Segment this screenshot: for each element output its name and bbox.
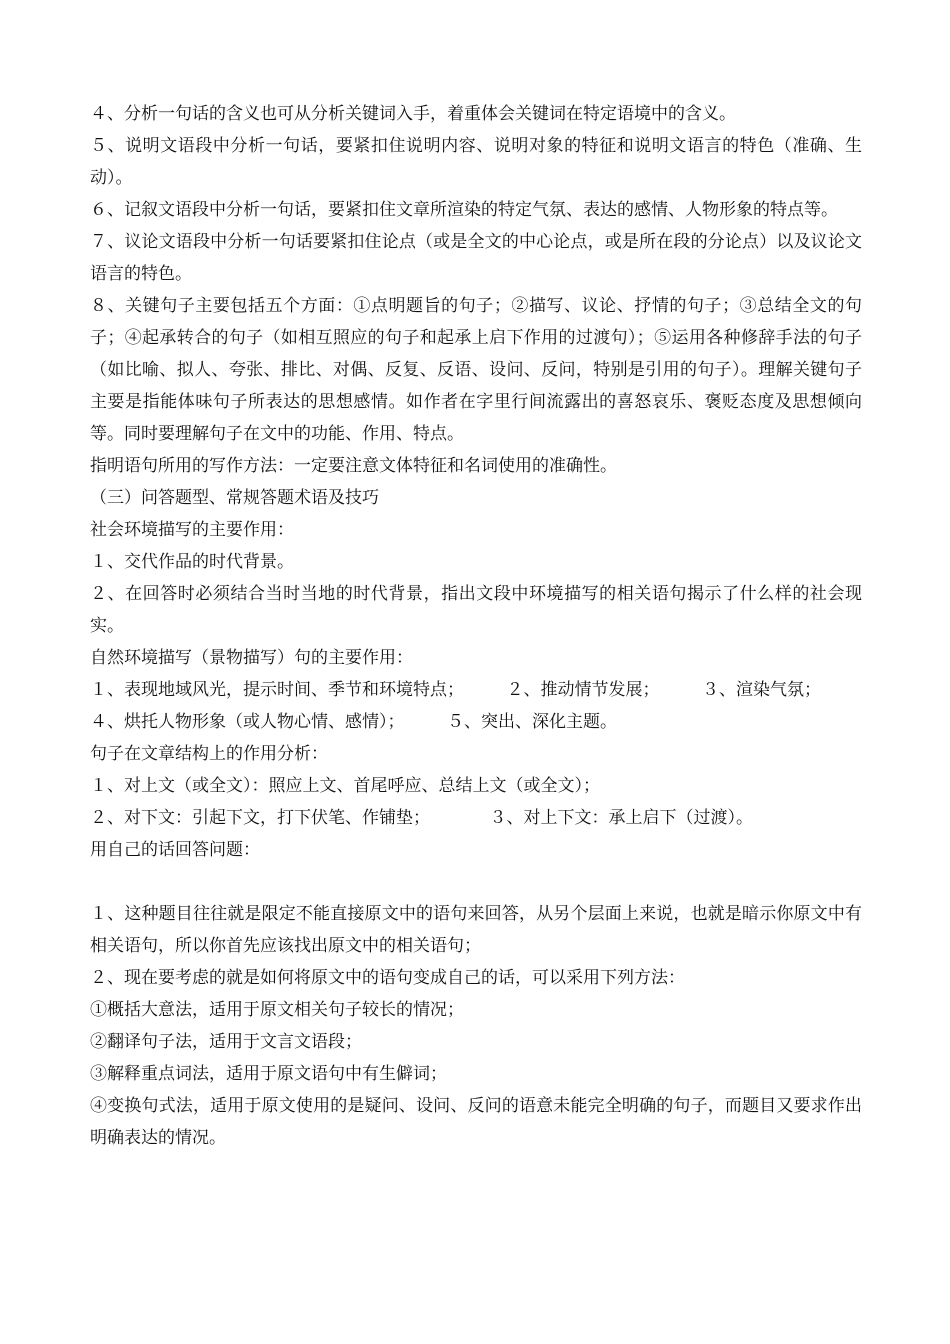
structure-role-heading: 句子在文章结构上的作用分析： [90, 744, 328, 764]
method-transform-sentence: ④变换句式法，适用于原文使用的是疑问、设问、反问的语意未能完全明确的句子，而题目又要求作出明确表达的情况。 [90, 1096, 862, 1148]
social-environment-item-1: １、交代作品的时代背景。 [90, 552, 294, 572]
point-4-keywords: ４、分析一句话的含义也可从分析关键词入手，着重体会关键词在特定语境中的含义。 [90, 104, 736, 124]
method-summarize: ①概括大意法，适用于原文相关句子较长的情况； [90, 1000, 464, 1020]
natural-environment-items-1-3: １、表现地域风光，提示时间、季节和环境特点； ２、推动情节发展； ３、渲染气氛； [90, 680, 821, 700]
own-words-item-1: １、这种题目往往就是限定不能直接原文中的语句来回答，从另个层面上来说，也就是暗示你原文中有相关语句，所以你首先应该找出原文中的相关语句； [90, 904, 862, 956]
own-words-heading: 用自己的话回答问题： [90, 840, 260, 860]
method-explain-words: ③解释重点词法，适用于原文语句中有生僻词； [90, 1064, 447, 1084]
social-environment-heading: 社会环境描写的主要作用： [90, 520, 294, 540]
blank-line [90, 866, 862, 898]
structure-role-items-2-3: ２、对下文：引起下文，打下伏笔、作铺垫； ３、对上下文：承上启下（过渡）。 [90, 808, 753, 828]
point-7-argumentative: ７、议论文语段中分析一句话要紧扣住论点（或是全文的中心论点，或是所在段的分论点）以及议论文语言的特色。 [90, 232, 862, 284]
document-page [90, 98, 862, 1154]
section-heading-3: （三）问答题型、常规答题术语及技巧 [90, 488, 379, 508]
point-6-narrative: ６、记叙文语段中分析一句话，要紧扣住文章所渲染的特定气氛、表达的感情、人物形象的特点等。 [90, 200, 838, 220]
method-translate: ②翻译句子法，适用于文言文语段； [90, 1032, 362, 1052]
structure-role-item-1: １、对上文（或全文）：照应上文、首尾呼应、总结上文（或全文）； [90, 776, 600, 796]
writing-method-note: 指明语句所用的写作方法：一定要注意文体特征和名词使用的准确性。 [90, 456, 617, 476]
own-words-item-2: ２、现在要考虑的就是如何将原文中的语句变成自己的话，可以采用下列方法： [90, 968, 685, 988]
point-8-key-sentences: ８、关键句子主要包括五个方面：①点明题旨的句子；②描写、议论、抒情的句子；③总结全文的句子；④起承转合的句子（如相互照应的句子和起承上启下作用的过渡句）；⑤运用各种修辞手法的句子（如比喻、拟人、夸张、排比、对偶、反复、反语、设问、反问，特别是引用的句子）。理解关键句子主要是指能体味句子所表达的思想感情。如作者在字里行间流露出的喜怒哀乐、褒贬态度及思想倾向等。同时要理解句子在文中的功能、作用、特点。 [90, 296, 862, 444]
social-environment-item-2: ２、在回答时必须结合当时当地的时代背景，指出文段中环境描写的相关语句揭示了什么样的社会现实。 [90, 584, 862, 636]
point-5-expository: ５、说明文语段中分析一句话，要紧扣住说明内容、说明对象的特征和说明文语言的特色（准确、生动）。 [90, 136, 862, 188]
natural-environment-items-4-5: ４、烘托人物形象（或人物心情、感情）； ５、突出、深化主题。 [90, 712, 617, 732]
natural-environment-heading: 自然环境描写（景物描写）句的主要作用： [90, 648, 413, 668]
